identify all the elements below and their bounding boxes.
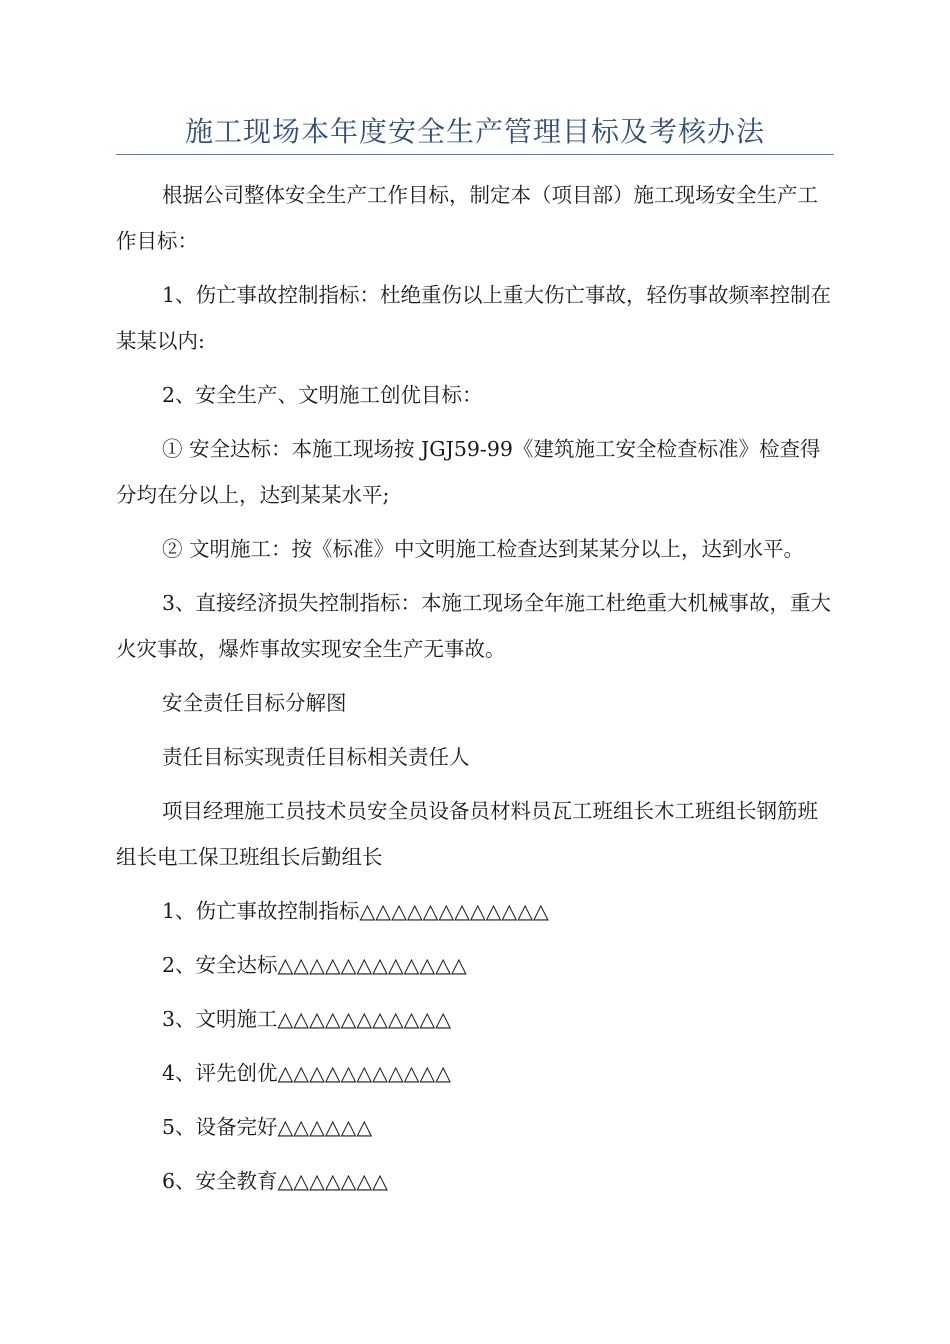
civilized-construction-paragraph: ② 文明施工：按《标准》中文明施工检查达到某某分以上，达到水平。 — [162, 537, 805, 561]
target-item-1: 1、伤亡事故控制指标△△△△△△△△△△△△ — [162, 899, 549, 923]
responsibility-chart-heading: 安全责任目标分解图 — [162, 691, 347, 715]
document-body — [116, 172, 834, 1212]
target-item-5: 5、设备完好△△△△△△ — [162, 1115, 373, 1139]
title-underline — [116, 154, 834, 155]
target-item-6: 6、安全教育△△△△△△△ — [162, 1169, 388, 1193]
casualty-control-paragraph: 1、伤亡事故控制指标：杜绝重伤以上重大伤亡事故，轻伤事故频率控制在某某以内: — [116, 283, 832, 353]
responsible-persons-line: 项目经理施工员技术员安全员设备员材料员瓦工班组长木工班组长钢筋班组长电工保卫班组长后勤组长 — [116, 799, 818, 869]
target-item-2: 2、安全达标△△△△△△△△△△△△ — [162, 953, 467, 977]
target-item-3: 3、文明施工△△△△△△△△△△△ — [162, 1007, 451, 1031]
document-title: 施工现场本年度安全生产管理目标及考核办法 — [184, 115, 765, 148]
responsibility-header-line: 责任目标实现责任目标相关责任人 — [162, 745, 470, 769]
excellence-goal-heading: 2、安全生产、文明施工创优目标： — [162, 383, 483, 407]
intro-paragraph: 根据公司整体安全生产工作目标，制定本（项目部）施工现场安全生产工作目标： — [116, 183, 818, 253]
target-item-4: 4、评先创优△△△△△△△△△△△ — [162, 1061, 451, 1085]
safety-standard-paragraph: ① 安全达标：本施工现场按 JGJ59-99《建筑施工安全检查标准》检查得分均在分以上，达到某某水平; — [116, 437, 821, 507]
economic-loss-paragraph: 3、直接经济损失控制指标：本施工现场全年施工杜绝重大机械事故，重大火灾事故，爆炸事故实现安全生产无事故。 — [116, 591, 832, 661]
